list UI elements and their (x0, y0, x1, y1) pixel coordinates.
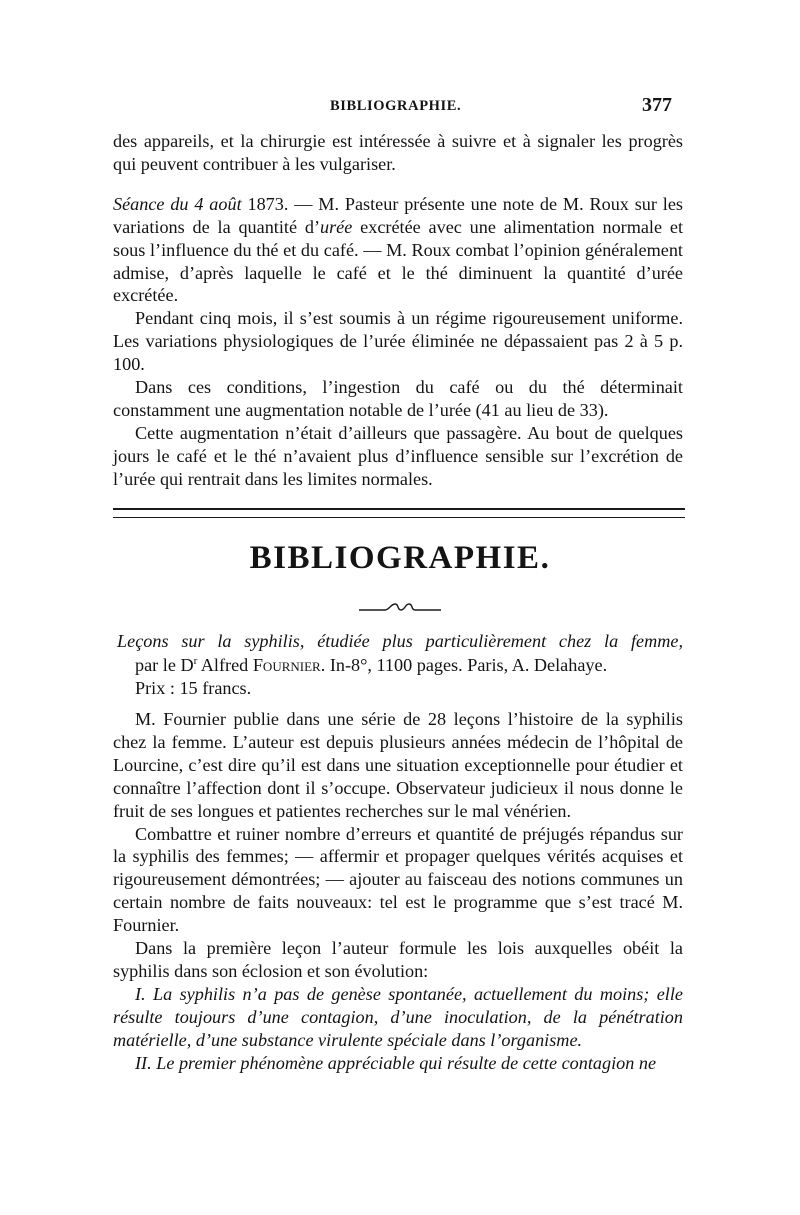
page-number: 377 (642, 94, 672, 116)
review-body (113, 708, 683, 1075)
running-head: BIBLIOGRAPHIE. (330, 98, 462, 114)
book-title: Leçons sur la syphilis, étudiée plus particulièrement chez la femme, (117, 631, 683, 651)
paragraph: Cette augmentation n’était d’ailleurs que passagère. Au bout de quelques jours le café et le thé n’avaient plus d’influence sensible sur l’excrétion de l’urée qui rentrait dans les limites normales. (113, 422, 683, 489)
uree-term: urée (320, 216, 353, 237)
section-title: BIBLIOGRAPHIE. (249, 540, 551, 576)
law-number: I. (135, 983, 146, 1004)
law-1 (113, 983, 683, 1052)
publication-info: . In-8°, 1100 pages. Paris, A. Delahaye. (320, 654, 608, 675)
page-header (0, 94, 800, 122)
seance-year: 1873. (247, 193, 289, 214)
paragraph: Pendant cinq mois, il s’est soumis à un régime rigoureusement uniforme. Les variations physiologiques de l’urée éliminée ne dépassaient pas 2 à 5 p. 100. (113, 308, 683, 375)
seance-label: Séance du 4 août (113, 193, 242, 214)
author-last: Fournier (252, 654, 321, 675)
author-prefix: par le D (135, 654, 194, 675)
author-first: Alfred (197, 654, 253, 675)
paragraph: M. Fournier publie dans une série de 28 leçons l’histoire de la syphilis chez la femme. L’auteur est depuis plusieurs années médecin de l’hôpital de Lourcine, c’est dire qu’il est dans une situation exceptionnelle pour étudier et connaître l’affection dont il s’occupe. Observateur judicieux il nous donne le fruit de ses longues et patientes recherches sur le mal vénérien. (113, 709, 683, 821)
session-report (113, 130, 683, 491)
ornament-flourish (355, 600, 445, 614)
paragraph: Combattre et ruiner nombre d’erreurs et quantité de préjugés répandus sur la syphilis des femmes; — affermir et propager quelques vérités acquises et rigoureusement démontrées; — ajouter au faisceau des notions communes un certain nombre de faits nouveaux: tel est le programme que s’est tracé M. Fournier. (113, 823, 683, 936)
law-number: II. (135, 1052, 152, 1073)
author-sup: r (193, 654, 198, 667)
paragraph: Dans ces conditions, l’ingestion du café ou du thé déterminait constamment une augmentation notable de l’urée (41 au lieu de 33). (113, 377, 683, 420)
book-entry (117, 630, 683, 701)
law-2 (113, 1052, 683, 1075)
law-text: Le premier phénomène appréciable qui résulte de cette contagion ne (151, 1052, 657, 1073)
book-price: Prix : 15 francs. (135, 678, 252, 698)
paragraph: Dans la première leçon l’auteur formule les lois auxquelles obéit la syphilis dans son éclosion et son évolution: (113, 938, 683, 981)
paragraph: des appareils, et la chirurgie est intéressée à suivre et à signaler les progrès qui peuvent contribuer à les vulgariser. (113, 131, 683, 174)
law-text: La syphilis n’a pas de genèse spontanée, actuellement du moins; elle résulte toujours d’une contagion, d’une inoculation, de la pénétration matérielle, d’une substance virulente spéciale dans l’organisme. (113, 983, 683, 1050)
paragraph (113, 193, 683, 308)
section-divider (113, 508, 685, 518)
paragraph-text: excrétée avec une alimentation normale et sous l’influence du thé et du café. — M. Roux combat l’opinion généralement admise, d’après laquelle le café et le thé diminuent la quantité d’urée excrétée. (113, 216, 683, 306)
paragraph-text: — M. Pasteur présente une note de M. Roux sur les variations de la quantité d’ (113, 193, 683, 237)
book-author-line (117, 654, 683, 678)
